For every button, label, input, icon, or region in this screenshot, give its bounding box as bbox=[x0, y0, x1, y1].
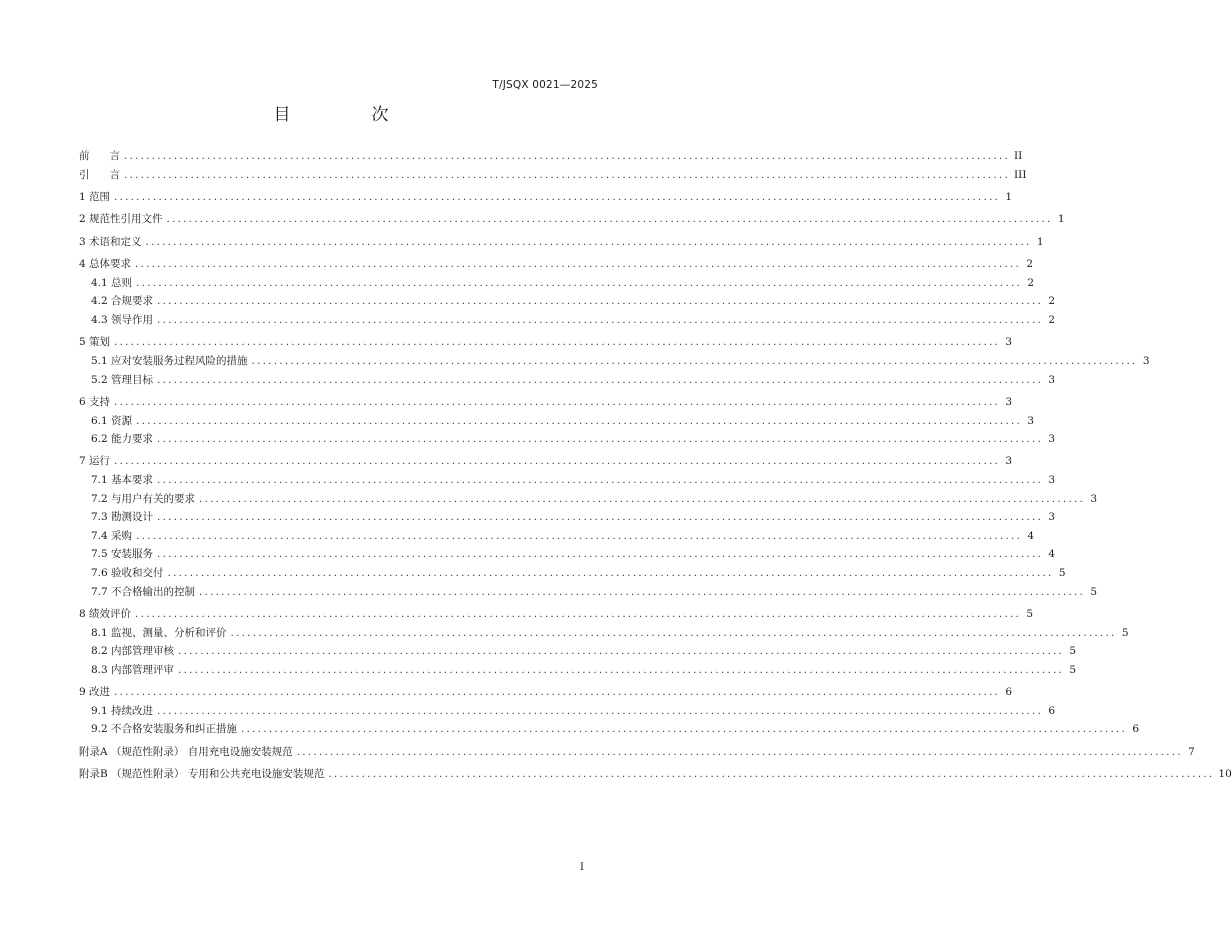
toc-entry[interactable] bbox=[79, 210, 1065, 229]
page-number: I bbox=[580, 862, 584, 873]
toc-dot-leader: ................................................................................................................................................................ bbox=[136, 529, 1023, 542]
toc-dot-leader: ................................................................................................................................................................ bbox=[199, 585, 1086, 598]
toc-entry-label: 1 范围 bbox=[79, 190, 111, 203]
toc-entry-page: 1 bbox=[1005, 190, 1013, 203]
toc-entry-page: 7 bbox=[1188, 745, 1195, 758]
toc-dot-leader: ................................................................................................................................................................ bbox=[114, 190, 1001, 203]
toc-entry[interactable] bbox=[79, 564, 1066, 583]
toc-dot-leader: ................................................................................................................................................................ bbox=[114, 455, 1001, 468]
toc-entry-page: 5 bbox=[1026, 608, 1034, 621]
toc-entry-page: 4 bbox=[1048, 548, 1056, 561]
toc-dot-leader: ................................................................................................................................................................ bbox=[296, 745, 1183, 758]
toc-entry[interactable] bbox=[79, 743, 1195, 762]
toc-dot-leader: ................................................................................................................................................................ bbox=[157, 511, 1044, 524]
page-title: 目 次 bbox=[273, 105, 421, 125]
toc-entry-page: 4 bbox=[1027, 529, 1035, 542]
toc-entry-page: 2 bbox=[1026, 258, 1034, 271]
toc-dot-leader: ................................................................................................................................................................ bbox=[135, 258, 1022, 271]
toc-dot-leader: ................................................................................................................................................................ bbox=[241, 723, 1128, 736]
toc-entry[interactable] bbox=[79, 333, 1013, 352]
toc-dot-leader: ................................................................................................................................................................ bbox=[114, 336, 1001, 349]
toc-entry[interactable] bbox=[79, 274, 1035, 293]
toc-entry[interactable] bbox=[79, 393, 1013, 412]
toc-entry-page: 2 bbox=[1048, 295, 1056, 308]
toc-entry-label: 9.1 持续改进 bbox=[91, 704, 154, 717]
toc-entry-label: 7.6 验收和交付 bbox=[91, 567, 164, 580]
toc-entry-label: 8.1 监视、测量、分析和评价 bbox=[91, 626, 227, 639]
toc-entry-page: 6 bbox=[1132, 723, 1140, 736]
toc-entry-page: 3 bbox=[1048, 373, 1056, 386]
toc-entry[interactable] bbox=[79, 683, 1013, 702]
toc-entry-label: 4.3 领导作用 bbox=[91, 313, 154, 326]
toc-entry[interactable] bbox=[79, 371, 1056, 390]
toc-dot-leader: ................................................................................................................................................................ bbox=[136, 414, 1023, 427]
toc-entry[interactable] bbox=[79, 311, 1056, 330]
toc-entry-label: 5.2 管理目标 bbox=[91, 373, 154, 386]
toc-entry-label: 7.1 基本要求 bbox=[91, 474, 154, 487]
toc-entry-label: 8.2 内部管理审核 bbox=[91, 645, 175, 658]
toc-entry[interactable] bbox=[79, 702, 1056, 721]
toc-entry-label: 4.1 总则 bbox=[91, 276, 133, 289]
toc-entry-page: II bbox=[1014, 150, 1023, 162]
toc-entry[interactable] bbox=[79, 147, 1023, 166]
toc-entry-page: 3 bbox=[1048, 511, 1056, 524]
toc-entry-label: 9 改进 bbox=[79, 686, 111, 699]
toc-dot-leader: ................................................................................................................................................................ bbox=[157, 373, 1044, 386]
document-number: T/JSQX 0021—2025 bbox=[492, 79, 598, 91]
toc-entry[interactable] bbox=[79, 545, 1056, 564]
toc-entry-page: 3 bbox=[1048, 474, 1056, 487]
toc-dot-leader: ................................................................................................................................................................ bbox=[230, 626, 1117, 639]
toc-entry-label: 2 规范性引用文件 bbox=[79, 213, 163, 226]
table-of-contents bbox=[79, 147, 1232, 784]
toc-entry-label: 8 绩效评价 bbox=[79, 608, 132, 621]
toc-entry-page: 3 bbox=[1048, 433, 1056, 446]
toc-entry-label: 7.7 不合格输出的控制 bbox=[91, 585, 196, 598]
toc-entry[interactable] bbox=[79, 452, 1013, 471]
toc-dot-leader: ................................................................................................................................................................ bbox=[157, 433, 1044, 446]
toc-entry-label: 6 支持 bbox=[79, 395, 111, 408]
toc-entry-page: 3 bbox=[1005, 395, 1013, 408]
toc-dot-leader: ................................................................................................................................................................ bbox=[199, 492, 1086, 505]
toc-entry-label: 4.2 合规要求 bbox=[91, 295, 154, 308]
toc-entry[interactable] bbox=[79, 642, 1077, 661]
toc-entry[interactable] bbox=[79, 765, 1232, 784]
toc-entry-label: 引言 bbox=[79, 168, 120, 181]
toc-entry-page: 3 bbox=[1027, 414, 1035, 427]
toc-entry-label: 附录A （规范性附录） 自用充电设施安装规范 bbox=[79, 745, 293, 758]
toc-dot-leader: ................................................................................................................................................................ bbox=[328, 768, 1215, 781]
toc-dot-leader: ................................................................................................................................................................ bbox=[157, 313, 1044, 326]
toc-dot-leader: ................................................................................................................................................................ bbox=[135, 608, 1022, 621]
toc-entry-page: 3 bbox=[1005, 336, 1013, 349]
toc-entry[interactable] bbox=[79, 255, 1034, 274]
toc-dot-leader: ................................................................................................................................................................ bbox=[166, 213, 1053, 226]
toc-entry-page: 5 bbox=[1090, 585, 1098, 598]
toc-entry[interactable] bbox=[79, 605, 1034, 624]
toc-entry-page: 2 bbox=[1027, 276, 1035, 289]
toc-dot-leader: ................................................................................................................................................................ bbox=[124, 150, 1011, 162]
toc-dot-leader: ................................................................................................................................................................ bbox=[157, 548, 1044, 561]
toc-entry[interactable] bbox=[79, 292, 1056, 311]
toc-entry-page: 1 bbox=[1036, 235, 1044, 248]
toc-dot-leader: ................................................................................................................................................................ bbox=[157, 704, 1044, 717]
toc-entry[interactable] bbox=[79, 412, 1035, 431]
toc-entry-page: III bbox=[1014, 168, 1027, 181]
toc-entry-page: 6 bbox=[1048, 704, 1056, 717]
toc-dot-leader: ................................................................................................................................................................ bbox=[136, 276, 1023, 289]
toc-entry[interactable] bbox=[79, 661, 1077, 680]
toc-entry[interactable] bbox=[79, 352, 1150, 371]
toc-entry[interactable] bbox=[79, 490, 1098, 509]
toc-entry-label: 6.2 能力要求 bbox=[91, 433, 154, 446]
toc-entry-label: 7.3 勘测设计 bbox=[91, 511, 154, 524]
toc-entry[interactable] bbox=[79, 527, 1035, 546]
toc-entry-label: 7.5 安装服务 bbox=[91, 548, 154, 561]
toc-entry-label: 8.3 内部管理评审 bbox=[91, 663, 175, 676]
toc-entry-label: 3 术语和定义 bbox=[79, 235, 142, 248]
toc-entry-label: 4 总体要求 bbox=[79, 258, 132, 271]
toc-entry[interactable] bbox=[79, 471, 1056, 490]
toc-entry-page: 10 bbox=[1218, 768, 1232, 781]
toc-entry-label: 7 运行 bbox=[79, 455, 111, 468]
toc-dot-leader: ................................................................................................................................................................ bbox=[157, 295, 1044, 308]
toc-entry[interactable] bbox=[79, 430, 1056, 449]
toc-dot-leader: ................................................................................................................................................................ bbox=[157, 474, 1044, 487]
toc-entry-page: 5 bbox=[1069, 663, 1077, 676]
toc-entry-label: 7.2 与用户有关的要求 bbox=[91, 492, 196, 505]
toc-dot-leader: ................................................................................................................................................................ bbox=[114, 395, 1001, 408]
toc-entry[interactable] bbox=[79, 233, 1044, 252]
toc-entry-label: 5 策划 bbox=[79, 336, 111, 349]
toc-entry[interactable] bbox=[79, 720, 1140, 739]
toc-entry-label: 前言 bbox=[79, 150, 120, 162]
toc-entry[interactable] bbox=[79, 583, 1098, 602]
toc-entry-page: 5 bbox=[1058, 567, 1066, 580]
toc-entry-page: 3 bbox=[1142, 354, 1150, 367]
toc-entry-page: 5 bbox=[1121, 626, 1129, 639]
toc-entry-page: 2 bbox=[1048, 313, 1056, 326]
toc-entry[interactable] bbox=[79, 624, 1129, 643]
toc-entry-label: 附录B （规范性附录） 专用和公共充电设施安装规范 bbox=[79, 768, 325, 781]
toc-dot-leader: ................................................................................................................................................................ bbox=[124, 168, 1011, 181]
toc-entry[interactable] bbox=[79, 508, 1056, 527]
toc-entry-label: 6.1 资源 bbox=[91, 414, 133, 427]
toc-entry-page: 6 bbox=[1005, 686, 1013, 699]
toc-entry-page: 5 bbox=[1069, 645, 1077, 658]
toc-entry-page: 1 bbox=[1057, 213, 1065, 226]
toc-entry[interactable] bbox=[79, 166, 1027, 185]
toc-dot-leader: ................................................................................................................................................................ bbox=[178, 663, 1065, 676]
toc-entry-label: 9.2 不合格安装服务和纠正措施 bbox=[91, 723, 238, 736]
toc-entry-page: 3 bbox=[1090, 492, 1098, 505]
toc-dot-leader: ................................................................................................................................................................ bbox=[167, 567, 1054, 580]
toc-entry-page: 3 bbox=[1005, 455, 1013, 468]
toc-entry-label: 7.4 采购 bbox=[91, 529, 133, 542]
toc-dot-leader: ................................................................................................................................................................ bbox=[251, 354, 1138, 367]
toc-entry[interactable] bbox=[79, 188, 1013, 207]
toc-dot-leader: ................................................................................................................................................................ bbox=[178, 645, 1065, 658]
toc-dot-leader: ................................................................................................................................................................ bbox=[145, 235, 1032, 248]
toc-dot-leader: ................................................................................................................................................................ bbox=[114, 686, 1001, 699]
toc-entry-label: 5.1 应对安装服务过程风险的措施 bbox=[91, 354, 248, 367]
